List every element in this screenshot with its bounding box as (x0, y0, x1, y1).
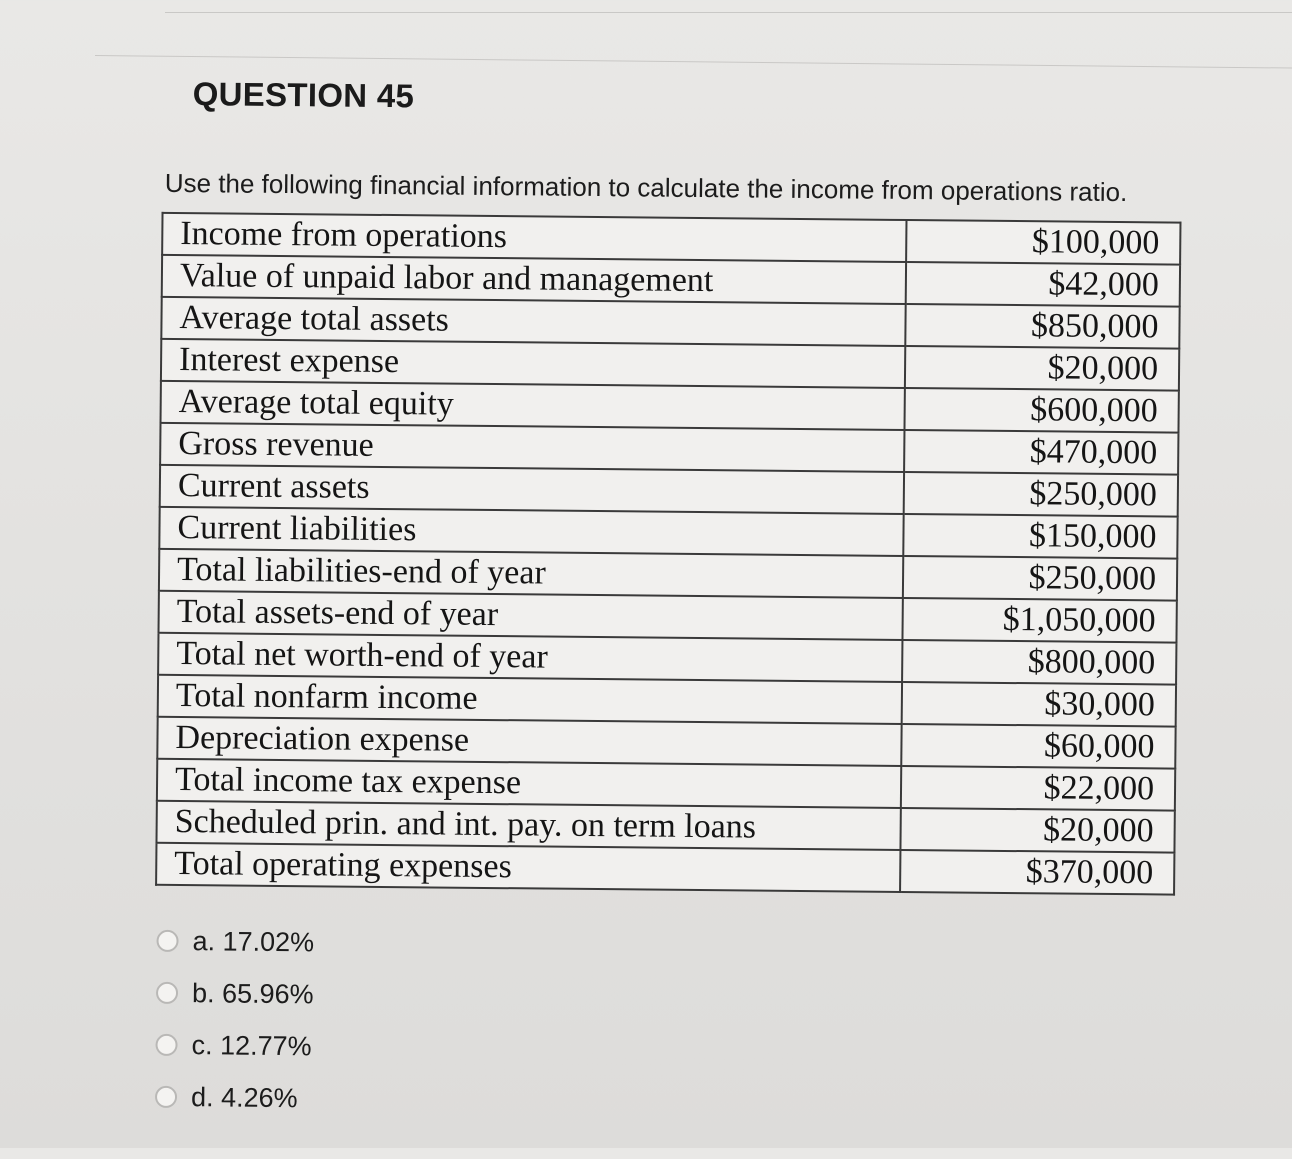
row-label: Total operating expenses (156, 843, 901, 892)
row-value: $250,000 (904, 472, 1178, 517)
row-value: $470,000 (904, 430, 1178, 475)
option-label[interactable]: d. 4.26% (190, 1081, 298, 1113)
radio-button-c[interactable] (155, 1034, 177, 1056)
row-label: Interest expense (161, 339, 906, 388)
option-label[interactable]: c. 12.77% (191, 1029, 312, 1061)
option-c[interactable] (155, 1019, 313, 1073)
financial-info-table (155, 212, 1181, 896)
row-value: $250,000 (903, 556, 1177, 601)
option-label[interactable]: a. 17.02% (192, 925, 315, 957)
row-value: $150,000 (903, 514, 1177, 559)
row-value: $20,000 (901, 808, 1175, 853)
row-label: Value of unpaid labor and management (162, 255, 907, 304)
row-label: Scheduled prin. and int. pay. on term loans (156, 801, 901, 850)
option-b[interactable] (156, 967, 314, 1021)
row-label: Current assets (160, 465, 905, 514)
row-value: $22,000 (901, 766, 1175, 811)
option-d[interactable] (155, 1071, 313, 1125)
row-value: $600,000 (905, 388, 1179, 433)
answer-options (155, 915, 315, 1125)
table-row (156, 843, 1174, 895)
question-title: QUESTION 45 (192, 75, 415, 115)
row-value: $42,000 (906, 262, 1180, 307)
row-value: $370,000 (900, 850, 1174, 895)
row-value: $1,050,000 (903, 598, 1177, 643)
row-value: $800,000 (902, 640, 1176, 685)
row-label: Depreciation expense (157, 717, 902, 766)
row-value: $60,000 (901, 724, 1175, 769)
row-value: $850,000 (905, 304, 1179, 349)
option-a[interactable] (156, 915, 314, 969)
question-prompt: Use the following financial information to calculate the income from operations ratio. (164, 167, 1128, 208)
radio-button-d[interactable] (155, 1086, 177, 1108)
row-value: $100,000 (906, 220, 1180, 265)
row-label: Gross revenue (160, 423, 905, 472)
radio-button-b[interactable] (156, 982, 178, 1004)
row-label: Total assets-end of year (159, 591, 904, 640)
row-label: Total nonfarm income (158, 675, 903, 724)
radio-button-a[interactable] (156, 930, 178, 952)
row-label: Total net worth-end of year (158, 633, 903, 682)
option-label[interactable]: b. 65.96% (191, 977, 314, 1009)
row-label: Average total assets (161, 297, 906, 346)
row-value: $30,000 (902, 682, 1176, 727)
row-label: Total liabilities-end of year (159, 549, 904, 598)
row-label: Total income tax expense (157, 759, 902, 808)
row-label: Income from operations (162, 213, 907, 262)
row-label: Average total equity (161, 381, 906, 430)
row-value: $20,000 (905, 346, 1179, 391)
row-label: Current liabilities (159, 507, 904, 556)
